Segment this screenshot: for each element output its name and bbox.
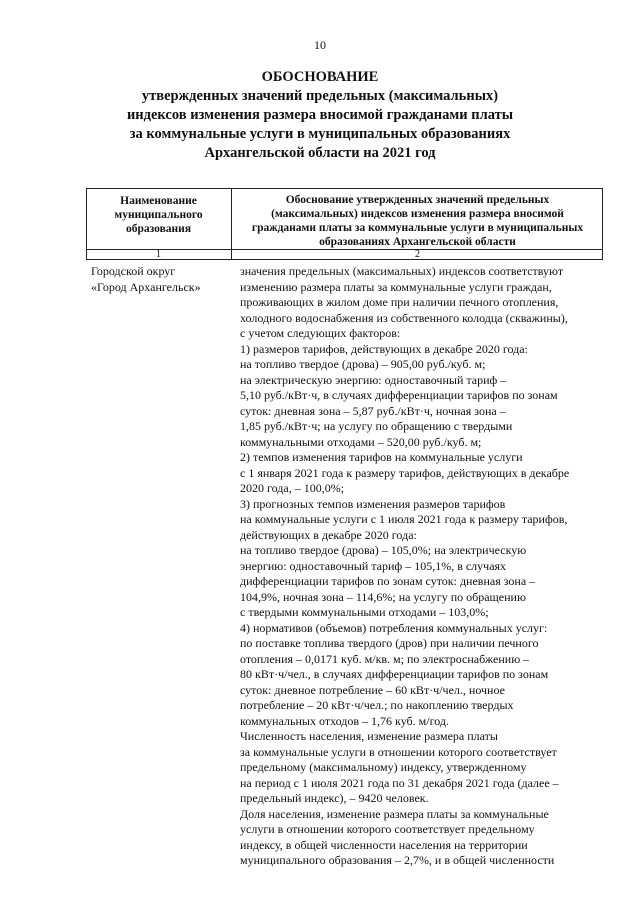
text-line: 104,9%, ночная зона – 114,6%; на услугу по обращению — [240, 589, 526, 604]
text-line: 1,85 руб./кВт·ч; на услугу по обращению с твердыми — [240, 419, 513, 433]
text-line: 5,10 руб./кВт·ч, в случаях дифференциации тарифов по зонам — [240, 388, 558, 402]
text-line: предельному (максимальному) индексу, утвержденному — [240, 760, 527, 774]
text-line: на электрическую энергию: одноставочный тариф – — [240, 372, 507, 387]
text-line: за коммунальные услуги в отношении которого соответствует — [240, 744, 557, 759]
municipality-line: Городской округ — [91, 264, 176, 278]
header-line: (максимальных) индексов изменения размера вносимой — [271, 208, 564, 220]
page-number: 10 — [314, 38, 326, 52]
text-line: Доля населения, изменение размера платы за коммунальные — [240, 806, 549, 821]
title-line: утвержденных значений предельных (максимальных) — [141, 88, 499, 104]
header-line: Наименование — [120, 195, 197, 207]
title-line: за коммунальные услуги в муниципальных образованиях — [129, 126, 511, 142]
text-line: проживающих в жилом доме при наличии печного отопления, — [240, 295, 559, 309]
text-line: потребление – 20 кВт·ч/чел.; по накоплению твердых — [240, 698, 514, 712]
justification-text — [240, 264, 605, 869]
text-line: 80 кВт·ч/чел., в случаях дифференциации тарифов по зонам — [240, 667, 549, 681]
municipality-line: «Город Архангельск» — [91, 279, 201, 294]
text-line: на топливо твердое (дрова) – 105,0%; на электрическую — [240, 543, 527, 557]
text-line: на топливо твердое (дрова) – 905,00 руб./куб. м; — [240, 357, 486, 371]
text-line: изменению размера платы за коммунальные услуги граждан, — [240, 279, 552, 294]
text-line: 2020 года, – 100,0%; — [240, 481, 345, 495]
header-line: муниципального — [114, 209, 203, 221]
text-line: услуги в отношении которого соответствует предельному — [240, 822, 535, 836]
text-line: суток: дневная зона – 5,87 руб./кВт·ч, ночная зона – — [240, 403, 506, 418]
text-line: индексу, в общей численности населения на территории — [240, 837, 528, 852]
text-line: 4) нормативов (объемов) потребления коммунальных услуг: — [240, 620, 548, 635]
text-line: суток: дневное потребление – 60 кВт·ч/чел., ночное — [240, 682, 505, 697]
text-line: предельный индекс), – 9420 человек. — [240, 791, 429, 805]
municipality-name — [91, 264, 229, 295]
header-line: образованиях Архангельской области — [319, 236, 516, 248]
text-line: энергию: одноставочный тариф – 105,1%, в случаях — [240, 558, 507, 573]
column-number-2: 2 — [415, 249, 420, 260]
text-line: с 1 января 2021 года к размеру тарифов, действующих в декабре — [240, 465, 570, 480]
text-line: на период с 1 июля 2021 года по 31 декабря 2021 года (далее – — [240, 775, 559, 790]
title-line: индексов изменения размера вносимой гражданами платы — [126, 107, 514, 123]
text-line: по поставке топлива твердого (дров) при наличии печного — [240, 636, 539, 650]
text-line: действующих в декабре 2020 года: — [240, 527, 417, 542]
text-line: с учетом следующих факторов: — [240, 326, 401, 340]
header-line: гражданами платы за коммунальные услуги в муниципальных — [251, 222, 584, 234]
text-line: коммунальных отходов – 1,76 куб. м/год. — [240, 713, 449, 728]
text-line: на коммунальные услуги с 1 июля 2021 года к размеру тарифов, — [240, 512, 568, 526]
document-title — [0, 68, 640, 163]
header-line: Обоснование утвержденных значений предельных — [285, 194, 550, 206]
text-line: с твердыми коммунальными отходами – 103,0%; — [240, 605, 489, 619]
header-line: образования — [125, 223, 192, 235]
column-number-1: 1 — [156, 249, 161, 260]
text-line: Численность населения, изменение размера платы — [240, 729, 498, 743]
header-municipality — [86, 194, 231, 236]
text-line: отопления – 0,0171 куб. м/кв. м; по электроснабжению – — [240, 651, 530, 666]
title-line: Архангельской области на 2021 год — [204, 145, 436, 161]
text-line: значения предельных (максимальных) индексов соответствуют — [240, 264, 564, 278]
header-justification — [232, 193, 603, 249]
text-line: 2) темпов изменения тарифов на коммунальные услуги — [240, 450, 523, 464]
text-line: холодного водоснабжения из собственного колодца (скважины), — [240, 310, 568, 325]
title-line: ОБОСНОВАНИЕ — [261, 69, 379, 85]
text-line: 3) прогнозных темпов изменения размеров тарифов — [240, 496, 506, 511]
text-line: дифференциации тарифов по зонам суток: дневная зона – — [240, 574, 536, 588]
text-line: коммунальными отходами – 520,00 руб./куб. м; — [240, 434, 482, 449]
text-line: муниципального образования – 2,7%, и в общей численности — [240, 853, 555, 867]
text-line: 1) размеров тарифов, действующих в декабре 2020 года: — [240, 341, 528, 356]
